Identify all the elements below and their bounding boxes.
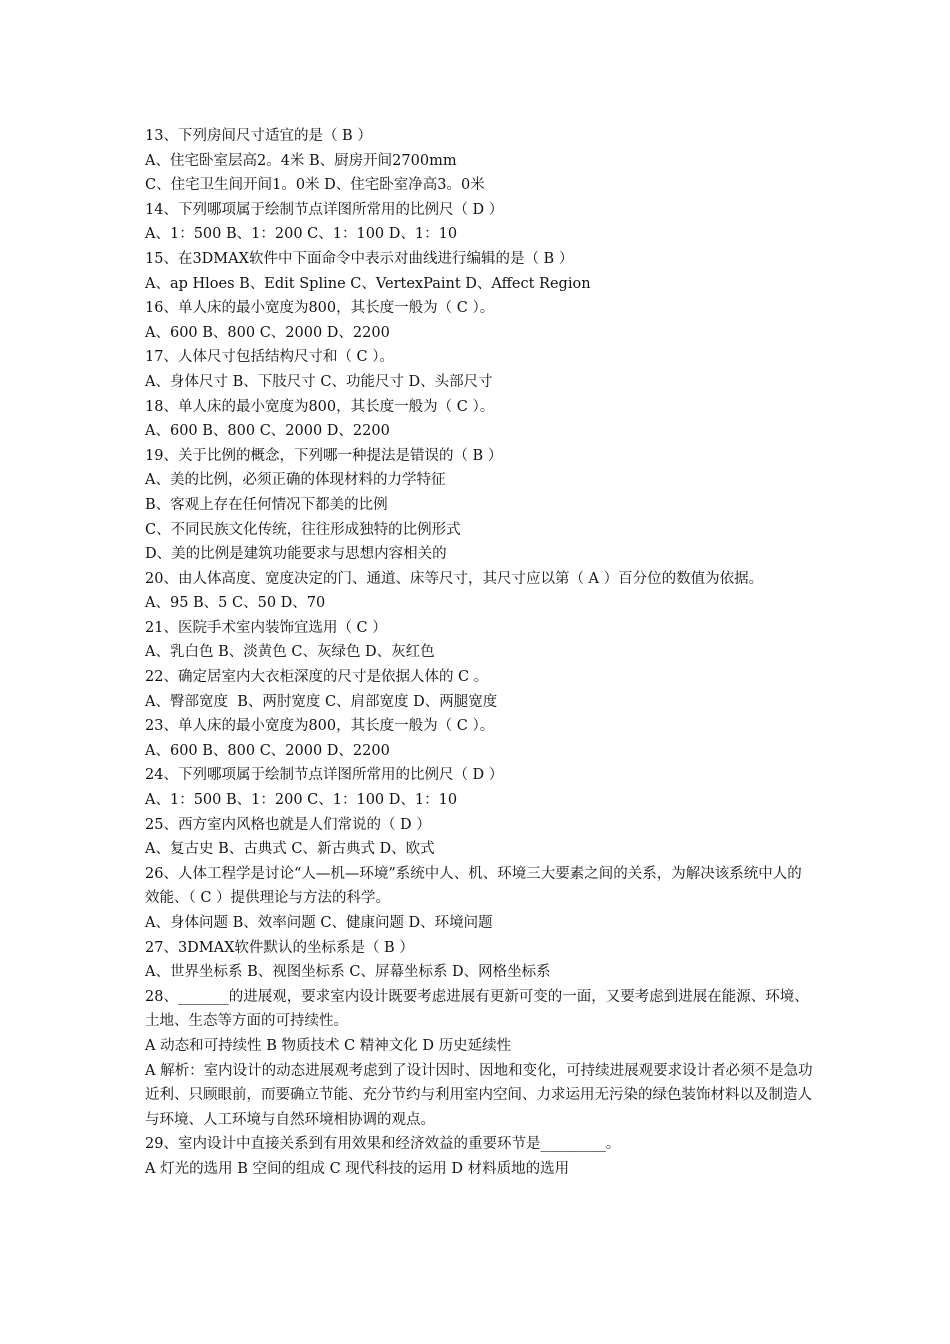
question-22: 22、确定居室内大衣柜深度的尺寸是依据人体的 C 。 [145, 669, 489, 686]
question-26: 26、人体工程学是讨论“人—机—环境”系统中人、机、环境三大要素之间的关系，为解决该系统中人的效能、（ C ）提供理论与方法的科学。 [145, 865, 802, 907]
question-14: 14、下列哪项属于绘制节点详图所常用的比例尺（ D ） [145, 201, 504, 218]
question-13-options-ab: A、住宅卧室层高2。4米 B、厨房开间2700mm [145, 152, 457, 169]
question-28-options: A 动态和可持续性 B 物质技术 C 精神文化 D 历史延续性 [145, 1037, 512, 1054]
question-20: 20、由人体高度、宽度决定的门、通道、床等尺寸，其尺寸应以第（ A ）百分位的数值为依据。 [145, 570, 764, 587]
question-29-options: A 灯光的选用 B 空间的组成 C 现代科技的运用 D 材料质地的选用 [145, 1160, 570, 1177]
question-22-options: A、臀部宽度 B、两肘宽度 C、肩部宽度 D、两腿宽度 [145, 693, 498, 710]
question-15-options: A、ap Hloes B、Edit Spline C、VertexPaint D、Affect Region [145, 275, 591, 292]
question-24: 24、下列哪项属于绘制节点详图所常用的比例尺（ D ） [145, 767, 504, 784]
question-24-options: A、1：500 B、1：200 C、1：100 D、1：10 [145, 792, 458, 809]
question-25-options: A、复古史 B、古典式 C、新古典式 D、欧式 [145, 841, 435, 858]
question-23: 23、单人床的最小宽度为800，其长度一般为（ C ）。 [145, 718, 495, 735]
question-15: 15、在3DMAX软件中下面命令中表示对曲线进行编辑的是（ B ） [145, 250, 574, 267]
question-29: 29、室内设计中直接关系到有用效果和经济效益的重要环节是_________。 [145, 1136, 621, 1153]
question-19-option-d: D、美的比例是建筑功能要求与思想内容相关的 [145, 546, 447, 563]
question-18-options: A、600 B、800 C、2000 D、2200 [145, 423, 390, 440]
question-20-options: A、95 B、5 C、50 D、70 [145, 595, 326, 612]
question-17-options: A、身体尺寸 B、下肢尺寸 C、功能尺寸 D、头部尺寸 [145, 373, 493, 390]
question-17: 17、人体尺寸包括结构尺寸和（ C ）。 [145, 349, 395, 366]
question-23-options: A、600 B、800 C、2000 D、2200 [145, 742, 390, 759]
question-27-options: A、世界坐标系 B、视图坐标系 C、屏幕坐标系 D、网格坐标系 [145, 964, 551, 981]
question-16: 16、单人床的最小宽度为800，其长度一般为（ C ）。 [145, 300, 495, 317]
question-19-option-b: B、客观上存在任何情况下都美的比例 [145, 496, 388, 513]
question-13: 13、下列房间尺寸适宜的是（ B ） [145, 128, 372, 144]
question-27: 27、3DMAX软件默认的坐标系是（ B ） [145, 939, 414, 956]
question-25: 25、西方室内风格也就是人们常说的（ D ） [145, 816, 431, 833]
question-19: 19、关于比例的概念，下列哪一种提法是错误的（ B ） [145, 447, 503, 464]
question-28-analysis: A 解析：室内设计的动态进展观考虑到了设计因时、因地和变化，可持续进展观要求设计者必须不是急功近利、只顾眼前，而要确立节能、充分节约与利用室内空间、力求运用无污染的绿色装饰材料以及制造人与环境、人工环境与自然环境相协调的观点。 [145, 1062, 813, 1128]
document-page [145, 124, 815, 1182]
question-26-options: A、身体问题 B、效率问题 C、健康问题 D、环境问题 [145, 915, 493, 931]
question-13-options-cd: C、住宅卫生间开间1。0米 D、住宅卧室净高3。0米 [145, 177, 485, 194]
question-21: 21、医院手术室内装饰宜选用（ C ） [145, 619, 387, 636]
question-14-options: A、1：500 B、1：200 C、1：100 D、1：10 [145, 226, 458, 243]
question-21-options: A、乳白色 B、淡黄色 C、灰绿色 D、灰红色 [145, 644, 435, 661]
question-19-option-a: A、美的比例，必须正确的体现材料的力学特征 [145, 472, 446, 489]
question-16-options: A、600 B、800 C、2000 D、2200 [145, 324, 390, 341]
question-19-option-c: C、不同民族文化传统，往往形成独特的比例形式 [145, 521, 461, 538]
question-18: 18、单人床的最小宽度为800，其长度一般为（ C ）。 [145, 398, 495, 415]
question-28: 28、_______的进展观，要求室内设计既要考虑进展有更新可变的一面，又要考虑到进展在能源、环境、土地、生态等方面的可持续性。 [145, 988, 809, 1030]
